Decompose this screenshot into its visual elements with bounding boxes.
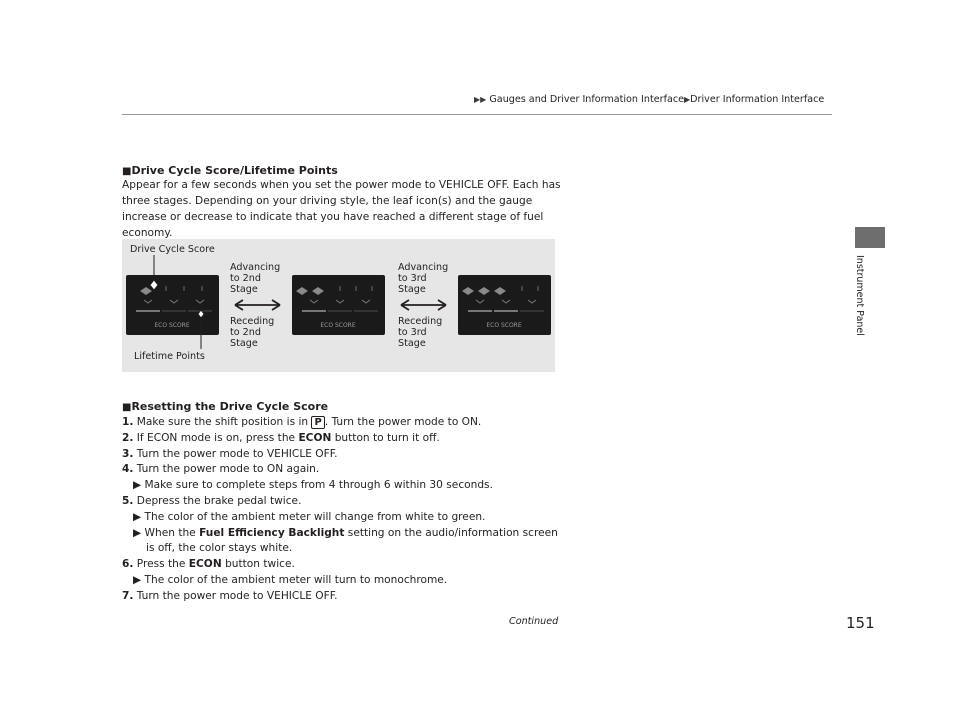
- section-heading: ■Drive Cycle Score/Lifetime Points: [122, 164, 338, 177]
- eco-score-text: ECO SCORE: [154, 322, 190, 329]
- step-5-note-cont: is off, the color stays white.: [146, 542, 293, 555]
- drive-cycle-section: [122, 164, 562, 241]
- p-gear-box: P: [311, 416, 324, 429]
- step-6: 6. Press the ECON button twice.: [122, 558, 295, 571]
- step-5-note: ▶ The color of the ambient meter will change from white to green.: [133, 510, 486, 523]
- section-tab-marker: [855, 227, 885, 248]
- step-3: 3. Turn the power mode to VEHICLE OFF.: [122, 447, 338, 460]
- step-4: 4. Turn the power mode to ON again.: [122, 463, 320, 476]
- callout-leaders: [122, 239, 555, 372]
- step-5-note: ▶ When the Fuel Efficiency Backlight setting on the audio/information screen: [133, 526, 558, 539]
- page-number: 151: [846, 614, 875, 632]
- eco-score-text: ECO SCORE: [320, 322, 356, 329]
- step-2: 2. If ECON mode is on, press the ECON button to turn it off.: [122, 431, 440, 444]
- square-bullet-icon: ■: [122, 402, 132, 413]
- step-6-note: ▶ The color of the ambient meter will turn to monochrome.: [133, 573, 448, 586]
- section-heading: ■Resetting the Drive Cycle Score: [122, 400, 329, 413]
- breadcrumb-item[interactable]: Driver Information Interface: [690, 94, 825, 105]
- breadcrumb: [474, 94, 824, 105]
- side-section-label: Instrument Panel: [854, 255, 865, 336]
- drive-cycle-score-label: Drive Cycle Score: [130, 244, 215, 255]
- step-1: 1. Make sure the shift position is in P . Turn the power mode to ON.: [122, 416, 482, 428]
- step-4-note: ▶ Make sure to complete steps from 4 through 6 within 30 seconds.: [133, 479, 493, 492]
- header-divider: [122, 114, 832, 115]
- double-arrow-icon: ▶▶: [474, 95, 487, 104]
- reset-section: [122, 399, 582, 605]
- section-body: Appear for a few seconds when you set the power mode to VEHICLE OFF. Each has three stages. Depending on your driving style, the leaf icon(s) and the gauge increase or decrease to indicate that you have reached a different stage of fuel economy.: [122, 179, 561, 239]
- arrow-bullet-icon: ▶: [133, 526, 142, 539]
- step-5: 5. Depress the brake pedal twice.: [122, 494, 302, 507]
- receding-to-3rd-label: Receding to 3rd Stage: [398, 316, 443, 349]
- advancing-to-3rd-label: Advancing to 3rd Stage: [398, 262, 449, 295]
- arrow-icon: ▶: [684, 95, 691, 104]
- lifetime-points-label: Lifetime Points: [134, 351, 205, 362]
- arrow-bullet-icon: ▶: [133, 573, 142, 586]
- breadcrumb-item[interactable]: Gauges and Driver Information Interface: [489, 94, 685, 105]
- receding-to-2nd-label: Receding to 2nd Stage: [230, 316, 275, 349]
- advancing-to-2nd-label: Advancing to 2nd Stage: [230, 262, 281, 295]
- step-7: 7. Turn the power mode to VEHICLE OFF.: [122, 589, 338, 602]
- arrow-bullet-icon: ▶: [133, 510, 142, 523]
- arrow-bullet-icon: ▶: [133, 479, 142, 492]
- continued-label: Continued: [509, 616, 559, 627]
- square-bullet-icon: ■: [122, 166, 132, 177]
- eco-score-text: ECO SCORE: [486, 322, 522, 329]
